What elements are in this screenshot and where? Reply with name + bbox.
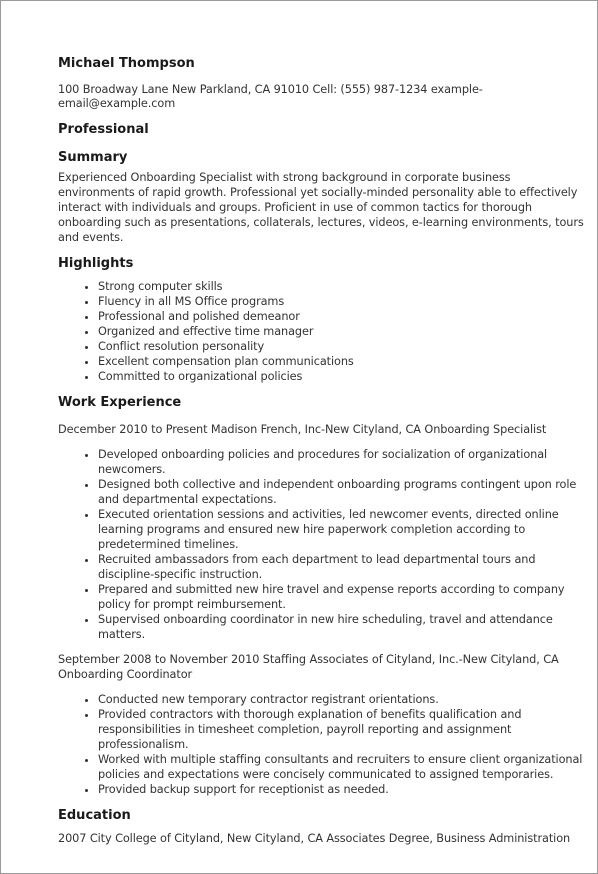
candidate-name: Michael Thompson xyxy=(58,56,195,71)
list-item: • Provided backup support for receptionist as needed. xyxy=(98,782,587,797)
job-title-1: December 2010 to Present Madison French, Inc-New Cityland, CA Onboarding Specialist xyxy=(58,423,547,436)
list-item: • Professional and polished demeanor xyxy=(98,309,587,324)
list-item: • Conducted new temporary contractor registrant orientations. xyxy=(98,692,587,707)
professional-heading: Professional xyxy=(58,122,149,137)
list-item: • Committed to organizational policies xyxy=(98,369,587,384)
education-text: 2007 City College of Cityland, New Cityland, CA Associates Degree, Business Administration xyxy=(58,832,571,845)
list-item: • Worked with multiple staffing consultants and recruiters to ensure client organizational policies and expectations were concisely communicated to assigned temporaries. xyxy=(98,752,587,782)
list-item: • Organized and effective time manager xyxy=(98,324,587,339)
highlights-heading: Highlights xyxy=(58,256,134,271)
list-item: • Excellent compensation plan communications xyxy=(98,354,587,369)
list-item: • Supervised onboarding coordinator in new hire scheduling, travel and attendance matters. xyxy=(98,612,587,642)
summary-text: Experienced Onboarding Specialist with strong background in corporate business environments of rapid growth. Professional yet socially-minded personality able to effectively interact with individuals and groups. Proficient in use of common tactics for thorough onboarding such as presentations, collaterals, lectures, videos, e-learning environments, tours and events. xyxy=(58,171,584,244)
job-duties-list-1 xyxy=(58,447,587,642)
list-item: • Strong computer skills xyxy=(98,279,587,294)
job-duties-list-2 xyxy=(58,692,587,797)
list-item: • Executed orientation sessions and activities, led newcomer events, directed online learning programs and ensured new hire paperwork completion according to predetermined timelines. xyxy=(98,507,587,552)
list-item: • Conflict resolution personality xyxy=(98,339,587,354)
contact-line: 100 Broadway Lane New Parkland, CA 91010 Cell: (555) 987-1234 example-email@example.com xyxy=(58,83,483,110)
summary-heading: Summary xyxy=(58,150,128,165)
job-title-2: September 2008 to November 2010 Staffing Associates of Cityland, Inc.-New Cityland, CA Onboarding Coordinator xyxy=(58,653,559,681)
list-item: • Fluency in all MS Office programs xyxy=(98,294,587,309)
education-heading: Education xyxy=(58,808,131,823)
list-item: • Prepared and submitted new hire travel and expense reports according to company policy for prompt reimbursement. xyxy=(98,582,587,612)
list-item: • Provided contractors with thorough explanation of benefits qualification and responsibilities in timesheet completion, payroll reporting and assignment professionalism. xyxy=(98,707,587,752)
list-item: • Designed both collective and independent onboarding programs contingent upon role and departmental expectations. xyxy=(98,477,587,507)
highlights-list xyxy=(58,279,587,384)
list-item: • Developed onboarding policies and procedures for socialization of organizational newcomers. xyxy=(98,447,587,477)
work-experience-heading: Work Experience xyxy=(58,395,182,410)
list-item: • Recruited ambassadors from each department to lead departmental tours and discipline-specific instruction. xyxy=(98,552,587,582)
